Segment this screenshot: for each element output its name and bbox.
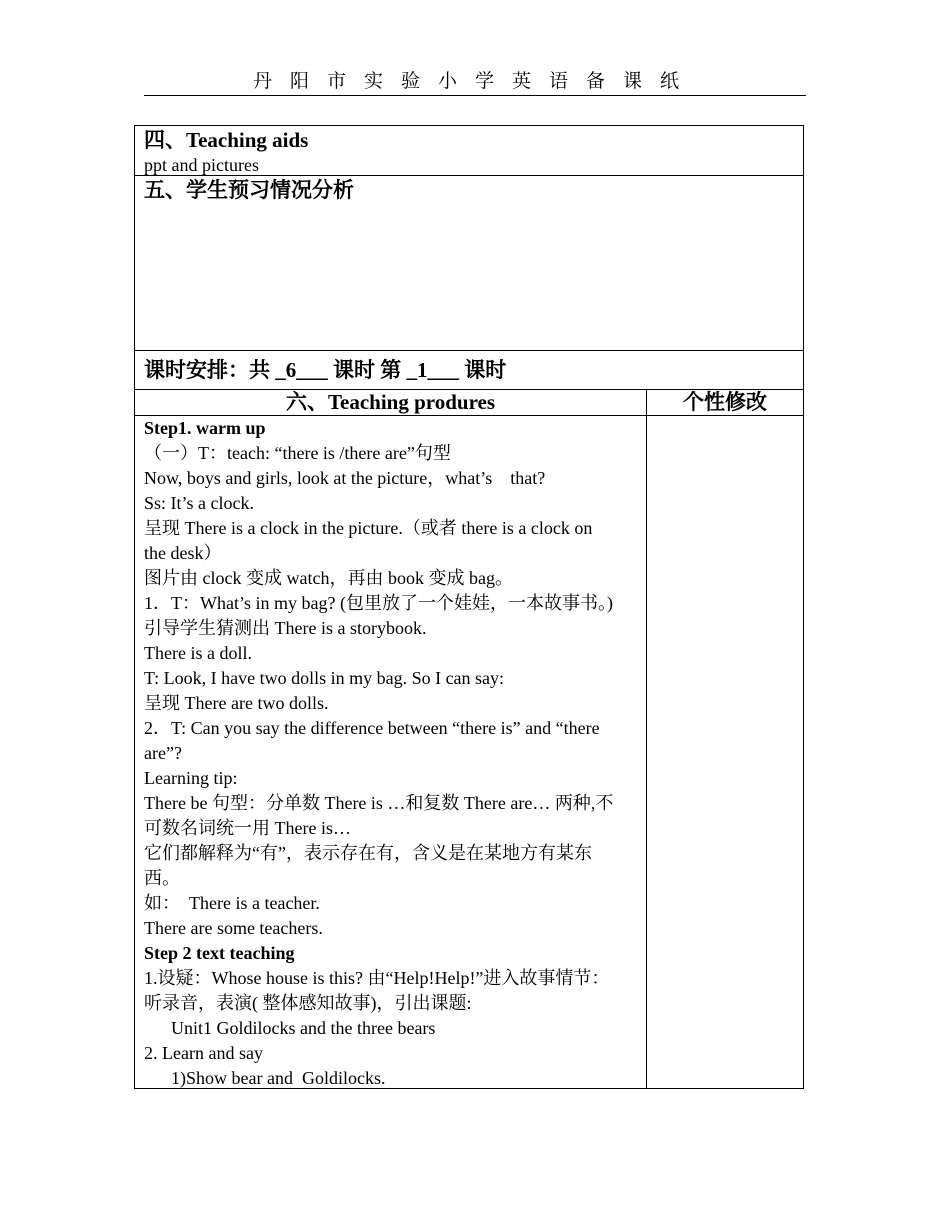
personal-revision-column: [647, 416, 803, 1088]
procedure-line: 2．T: Can you say the difference between “there is” and “there: [144, 718, 600, 738]
schedule-row: [134, 351, 804, 390]
procedure-line: There is a doll.: [144, 643, 252, 663]
procedure-line: 引导学生猜测出 There is a storybook.: [144, 618, 427, 638]
procedure-line: 可数名词统一用 There is…: [144, 818, 351, 838]
procedure-line: There are some teachers.: [144, 918, 323, 938]
procedures-title: 六、Teaching produres: [135, 390, 647, 415]
procedure-line: Step1. warm up: [144, 418, 266, 438]
preview-analysis-section: [134, 176, 804, 351]
procedures-header-row: [134, 390, 804, 416]
procedure-line: （一）T：teach: “there is /there are”句型: [144, 443, 451, 463]
preview-analysis-title: 五、学生预习情况分析: [144, 178, 354, 202]
schedule-text: 课时安排：共 _6___ 课时 第 _1___ 课时: [144, 358, 507, 382]
procedures-content: [135, 416, 647, 1088]
procedure-line: Step 2 text teaching: [144, 943, 295, 963]
procedure-line: Unit1 Goldilocks and the three bears: [144, 1018, 436, 1038]
procedures-content-row: [134, 416, 804, 1089]
procedure-line: There be 句型：分单数 There is …和复数 There are… 两种,不: [144, 793, 614, 813]
teaching-aids-section: [134, 125, 804, 176]
procedure-line: 西。: [144, 868, 180, 888]
procedure-line: 听录音，表演( 整体感知故事)，引出课题:: [144, 993, 472, 1013]
procedure-line: are”?: [144, 743, 182, 763]
page-header: 丹阳市实验小学英语备课纸: [144, 68, 806, 96]
procedure-line: the desk）: [144, 543, 222, 563]
teaching-aids-title: 四、Teaching aids: [144, 128, 309, 152]
procedure-line: 1)Show bear and Goldilocks.: [144, 1068, 386, 1088]
procedure-line: Learning tip:: [144, 768, 238, 788]
procedure-line: T: Look, I have two dolls in my bag. So I can say:: [144, 668, 505, 688]
procedure-line: 如： There is a teacher.: [144, 893, 320, 913]
lesson-plan-table: [134, 125, 804, 1089]
procedure-line: 呈现 There is a clock in the picture.（或者 there is a clock on: [144, 518, 593, 538]
procedure-line: Now, boys and girls, look at the picture，what’s that?: [144, 468, 546, 488]
procedure-line: Ss: It’s a clock.: [144, 493, 254, 513]
procedure-line: 2. Learn and say: [144, 1043, 263, 1063]
personal-revision-title: 个性修改: [683, 390, 767, 414]
procedure-line: 呈现 There are two dolls.: [144, 693, 329, 713]
procedure-line: 1.设疑：Whose house is this? 由“Help!Help!”进入故事情节：: [144, 968, 610, 988]
procedure-line: 图片由 clock 变成 watch，再由 book 变成 bag。: [144, 568, 513, 588]
procedure-line: 1．T：What’s in my bag? (包里放了一个娃娃，一本故事书。): [144, 593, 613, 613]
procedure-line: 它们都解释为“有”，表示存在有，含义是在某地方有某东: [144, 843, 592, 863]
teaching-aids-content: ppt and pictures: [144, 155, 259, 175]
